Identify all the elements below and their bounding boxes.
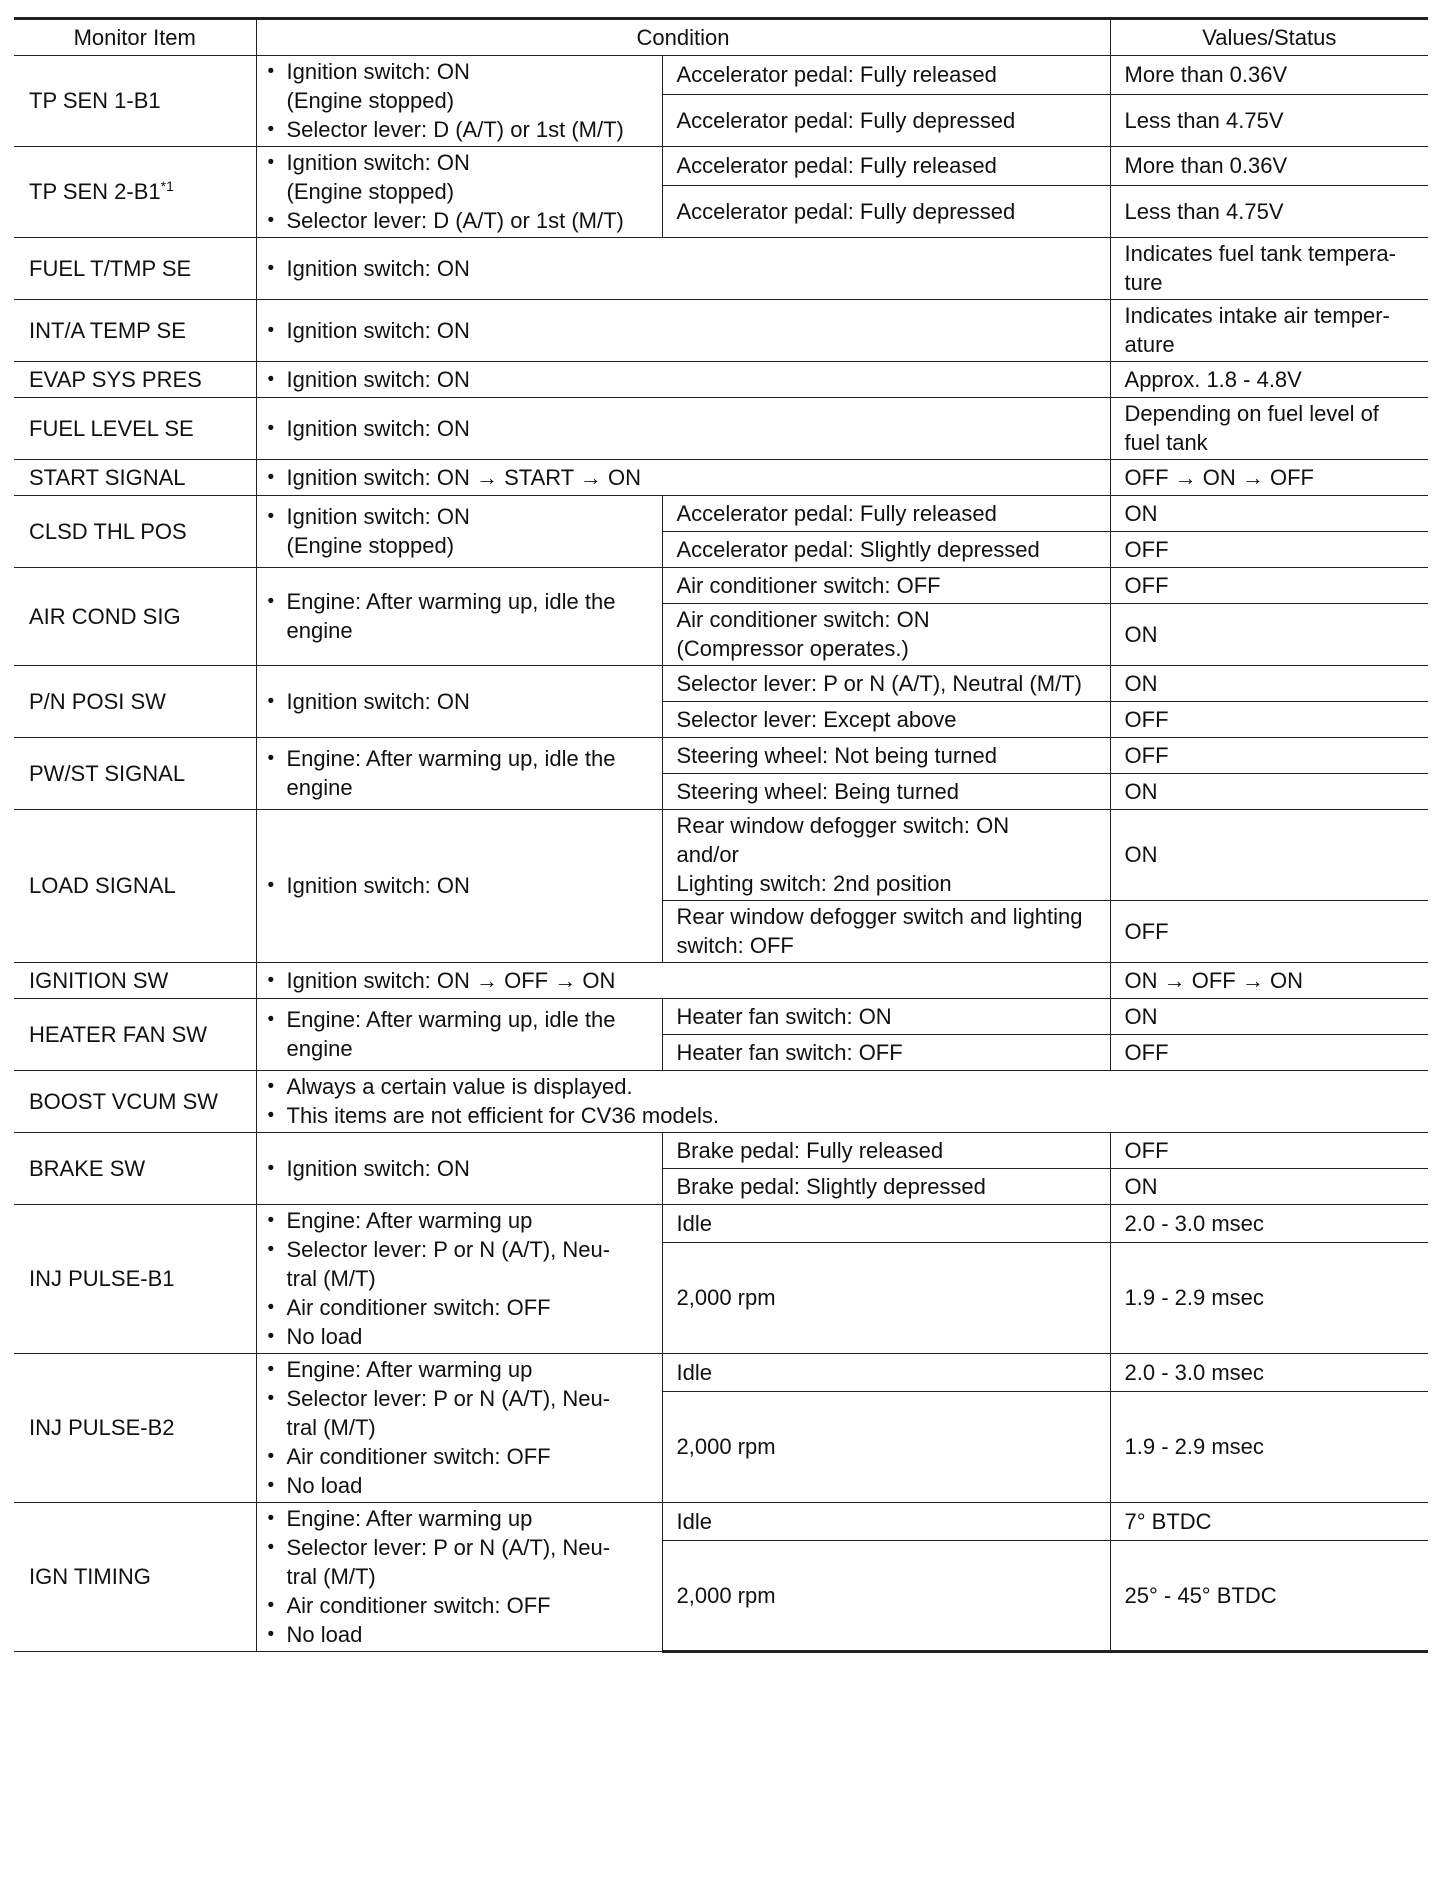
monitor-item-name: INJ PULSE-B2 (29, 1415, 175, 1440)
table-row (14, 738, 1428, 774)
monitor-item-cell (14, 568, 256, 666)
value-status-cell: OFF (1110, 532, 1428, 568)
table-row (14, 568, 1428, 604)
condition-list (267, 1355, 656, 1500)
condition-bullet: • Engine: After warming up, idle the engine (267, 587, 656, 645)
value-status-cell: ON (1110, 496, 1428, 532)
sub-condition-cell: 2,000 rpm (662, 1541, 1110, 1652)
condition-bullet: • Ignition switch: ON → OFF → ON (267, 966, 1104, 995)
condition-bullet: • Ignition switch: ON (267, 254, 1104, 283)
sub-condition-cell: Steering wheel: Not being turned (662, 738, 1110, 774)
condition-cell (256, 999, 662, 1071)
condition-list (267, 1005, 656, 1063)
table-row (14, 810, 1428, 901)
sub-condition-cell: Heater fan switch: ON (662, 999, 1110, 1035)
condition-list (267, 57, 656, 144)
condition-cell (256, 810, 662, 963)
monitor-item-cell (14, 147, 256, 238)
sub-condition-cell: Steering wheel: Being turned (662, 774, 1110, 810)
value-status-cell: ON (1110, 999, 1428, 1035)
value-status-cell: OFF (1110, 1035, 1428, 1071)
value-status-cell: ON (1110, 666, 1428, 702)
header-values-status: Values/Status (1110, 19, 1428, 56)
condition-bullet: • Air conditioner switch: OFF (267, 1293, 656, 1322)
sub-condition-cell: 2,000 rpm (662, 1243, 1110, 1354)
condition-list (267, 966, 1104, 995)
value-status-cell: Indicates intake air temper- ature (1110, 300, 1428, 362)
sub-condition-cell: Accelerator pedal: Fully depressed (662, 186, 1110, 238)
condition-list (267, 587, 656, 645)
table-row (14, 1071, 1428, 1133)
condition-cell (256, 56, 662, 147)
monitor-item-cell (14, 1503, 256, 1652)
monitor-item-name: P/N POSI SW (29, 688, 166, 714)
monitor-item-cell (14, 963, 256, 999)
condition-cell (256, 1205, 662, 1354)
table-row (14, 1205, 1428, 1243)
sub-condition-cell: Brake pedal: Slightly depressed (662, 1169, 1110, 1205)
condition-bullet: • Engine: After warming up, idle the engine (267, 1005, 656, 1063)
condition-cell (256, 496, 662, 568)
condition-list (267, 463, 1104, 492)
value-status-cell: Less than 4.75V (1110, 186, 1428, 238)
table-row (14, 1133, 1428, 1169)
value-status-cell: ON (1110, 604, 1428, 666)
condition-cell (256, 963, 1110, 999)
sub-condition-cell: Rear window defogger switch and lighting switch: OFF (662, 901, 1110, 963)
condition-bullet: • Ignition switch: ON (Engine stopped) (267, 148, 656, 206)
value-status-cell: More than 0.36V (1110, 56, 1428, 95)
monitor-item-name: FUEL LEVEL SE (29, 415, 194, 441)
value-status-cell: 2.0 - 3.0 msec (1110, 1205, 1428, 1243)
sub-condition-cell: Accelerator pedal: Fully released (662, 496, 1110, 532)
condition-bullet: • Ignition switch: ON (267, 316, 1104, 345)
table-row (14, 999, 1428, 1035)
table-row (14, 147, 1428, 186)
sub-condition-cell: Accelerator pedal: Fully released (662, 56, 1110, 95)
table-header-row (14, 19, 1428, 56)
monitor-item-name: IGN TIMING (29, 1564, 151, 1589)
condition-bullet: • Ignition switch: ON (267, 687, 656, 716)
value-status-cell: OFF → ON → OFF (1110, 460, 1428, 496)
condition-list (267, 1206, 656, 1351)
monitor-item-name: TP SEN 2-B1 (29, 179, 161, 204)
table-row (14, 238, 1428, 300)
sub-condition-cell: Air conditioner switch: ON (Compressor operates.) (662, 604, 1110, 666)
condition-bullet: • Ignition switch: ON (Engine stopped) (267, 502, 656, 560)
condition-bullet: • Engine: After warming up, idle the engine (267, 744, 656, 802)
sub-condition-cell: Selector lever: P or N (A/T), Neutral (M/T) (662, 666, 1110, 702)
condition-bullet: • No load (267, 1322, 656, 1351)
value-status-cell: 2.0 - 3.0 msec (1110, 1354, 1428, 1392)
value-status-cell: 25° - 45° BTDC (1110, 1541, 1428, 1652)
condition-bullet: • Selector lever: P or N (A/T), Neu- tral (M/T) (267, 1533, 656, 1591)
condition-list (267, 687, 656, 716)
sub-condition-cell: Idle (662, 1503, 1110, 1541)
sub-condition-cell: Accelerator pedal: Fully depressed (662, 95, 1110, 147)
condition-cell (256, 568, 662, 666)
condition-cell (256, 1354, 662, 1503)
condition-cell (256, 460, 1110, 496)
monitor-item-cell (14, 238, 256, 300)
condition-list (267, 1504, 656, 1649)
condition-bullet: • Selector lever: D (A/T) or 1st (M/T) (267, 115, 656, 144)
monitor-item-cell (14, 362, 256, 398)
monitor-item-cell (14, 999, 256, 1071)
monitor-item-cell (14, 1354, 256, 1503)
table-row (14, 56, 1428, 95)
condition-list (267, 365, 1104, 394)
value-status-cell: ON → OFF → ON (1110, 963, 1428, 999)
monitor-item-name: EVAP SYS PRES (29, 366, 202, 392)
condition-bullet: • Selector lever: P or N (A/T), Neu- tral (M/T) (267, 1384, 656, 1442)
value-status-cell: More than 0.36V (1110, 147, 1428, 186)
condition-list (267, 1154, 656, 1183)
monitor-item-table (14, 17, 1428, 1653)
condition-bullet: • Engine: After warming up (267, 1206, 656, 1235)
condition-bullet: • Always a certain value is displayed. (267, 1072, 1423, 1101)
sub-condition-cell: Brake pedal: Fully released (662, 1133, 1110, 1169)
sub-condition-cell: Accelerator pedal: Fully released (662, 147, 1110, 186)
condition-cell (256, 300, 1110, 362)
condition-bullet: • Air conditioner switch: OFF (267, 1442, 656, 1471)
monitor-item-name: INJ PULSE-B1 (29, 1266, 175, 1291)
monitor-item-name: BRAKE SW (29, 1155, 146, 1181)
condition-bullet: • Selector lever: P or N (A/T), Neu- tral (M/T) (267, 1235, 656, 1293)
monitor-item-name: BOOST VCUM SW (29, 1088, 219, 1114)
table-row (14, 1354, 1428, 1392)
monitor-item-name: FUEL T/TMP SE (29, 255, 192, 281)
sub-condition-cell: Idle (662, 1205, 1110, 1243)
monitor-item-name: CLSD THL POS (29, 518, 187, 544)
value-status-cell: 7° BTDC (1110, 1503, 1428, 1541)
value-status-cell: OFF (1110, 1133, 1428, 1169)
monitor-item-cell (14, 496, 256, 568)
table-row (14, 1503, 1428, 1541)
condition-cell (256, 738, 662, 810)
condition-bullet: • Ignition switch: ON (Engine stopped) (267, 57, 656, 115)
sub-condition-cell: Heater fan switch: OFF (662, 1035, 1110, 1071)
monitor-item-name: INT/A TEMP SE (29, 317, 186, 343)
condition-list (267, 1072, 1423, 1130)
condition-cell (256, 147, 662, 238)
condition-cell (256, 398, 1110, 460)
sub-condition-cell: 2,000 rpm (662, 1392, 1110, 1503)
condition-bullet: • Ignition switch: ON (267, 871, 656, 900)
monitor-item-cell (14, 398, 256, 460)
condition-cell (256, 666, 662, 738)
condition-list (267, 502, 656, 560)
value-status-cell: Approx. 1.8 - 4.8V (1110, 362, 1428, 398)
condition-bullet: • Engine: After warming up (267, 1504, 656, 1533)
sub-condition-cell: Idle (662, 1354, 1110, 1392)
value-status-cell: OFF (1110, 901, 1428, 963)
condition-bullet: • Ignition switch: ON (267, 414, 1104, 443)
monitor-item-name: LOAD SIGNAL (29, 873, 176, 898)
value-status-cell: OFF (1110, 738, 1428, 774)
table-row (14, 362, 1428, 398)
table-body (14, 56, 1428, 1652)
sub-condition-cell: Accelerator pedal: Slightly depressed (662, 532, 1110, 568)
table-row (14, 300, 1428, 362)
condition-cell (256, 1133, 662, 1205)
monitor-item-cell (14, 1071, 256, 1133)
condition-list (267, 414, 1104, 443)
monitor-item-cell (14, 738, 256, 810)
header-condition: Condition (256, 19, 1110, 56)
condition-bullet: • No load (267, 1620, 656, 1649)
condition-list (267, 316, 1104, 345)
condition-bullet: • Selector lever: D (A/T) or 1st (M/T) (267, 206, 656, 235)
monitor-item-cell (14, 460, 256, 496)
monitor-item-name: PW/ST SIGNAL (29, 760, 186, 786)
monitor-item-name: START SIGNAL (29, 464, 186, 490)
value-status-cell: Depending on fuel level of fuel tank (1110, 398, 1428, 460)
condition-bullet: • This items are not efficient for CV36 models. (267, 1101, 1423, 1130)
value-status-cell: Less than 4.75V (1110, 95, 1428, 147)
monitor-item-name: IGNITION SW (29, 967, 169, 993)
sub-condition-cell: Selector lever: Except above (662, 702, 1110, 738)
condition-bullet: • Engine: After warming up (267, 1355, 656, 1384)
monitor-item-name: TP SEN 1-B1 (29, 88, 161, 113)
monitor-item-table-page (14, 17, 1428, 1653)
sub-condition-cell: Rear window defogger switch: ON and/or Lighting switch: 2nd position (662, 810, 1110, 901)
condition-cell (256, 1503, 662, 1652)
condition-list (267, 744, 656, 802)
value-status-cell: OFF (1110, 702, 1428, 738)
table-row (14, 496, 1428, 532)
condition-list (267, 148, 656, 235)
monitor-item-cell (14, 666, 256, 738)
monitor-item-cell (14, 1133, 256, 1205)
value-status-cell: 1.9 - 2.9 msec (1110, 1243, 1428, 1354)
condition-cell (256, 362, 1110, 398)
sub-condition-cell: Air conditioner switch: OFF (662, 568, 1110, 604)
value-status-cell: ON (1110, 810, 1428, 901)
footnote-marker: *1 (160, 178, 174, 194)
value-status-cell: ON (1110, 1169, 1428, 1205)
condition-list (267, 254, 1104, 283)
monitor-item-cell (14, 300, 256, 362)
header-monitor-item: Monitor Item (14, 19, 256, 56)
condition-bullet: • Ignition switch: ON (267, 365, 1104, 394)
value-status-cell: 1.9 - 2.9 msec (1110, 1392, 1428, 1503)
condition-bullet: • Ignition switch: ON → START → ON (267, 463, 1104, 492)
value-status-cell: Indicates fuel tank tempera- ture (1110, 238, 1428, 300)
condition-bullet: • Air conditioner switch: OFF (267, 1591, 656, 1620)
monitor-item-name: AIR COND SIG (29, 603, 181, 629)
condition-bullet: • No load (267, 1471, 656, 1500)
value-status-cell: ON (1110, 774, 1428, 810)
table-row (14, 666, 1428, 702)
monitor-item-cell (14, 810, 256, 963)
table-row (14, 460, 1428, 496)
table-row (14, 398, 1428, 460)
condition-cell (256, 1071, 1428, 1133)
monitor-item-cell (14, 1205, 256, 1354)
monitor-item-name: HEATER FAN SW (29, 1021, 208, 1047)
condition-cell (256, 238, 1110, 300)
monitor-item-cell (14, 56, 256, 147)
table-row (14, 963, 1428, 999)
condition-list (267, 871, 656, 900)
condition-bullet: • Ignition switch: ON (267, 1154, 656, 1183)
value-status-cell: OFF (1110, 568, 1428, 604)
